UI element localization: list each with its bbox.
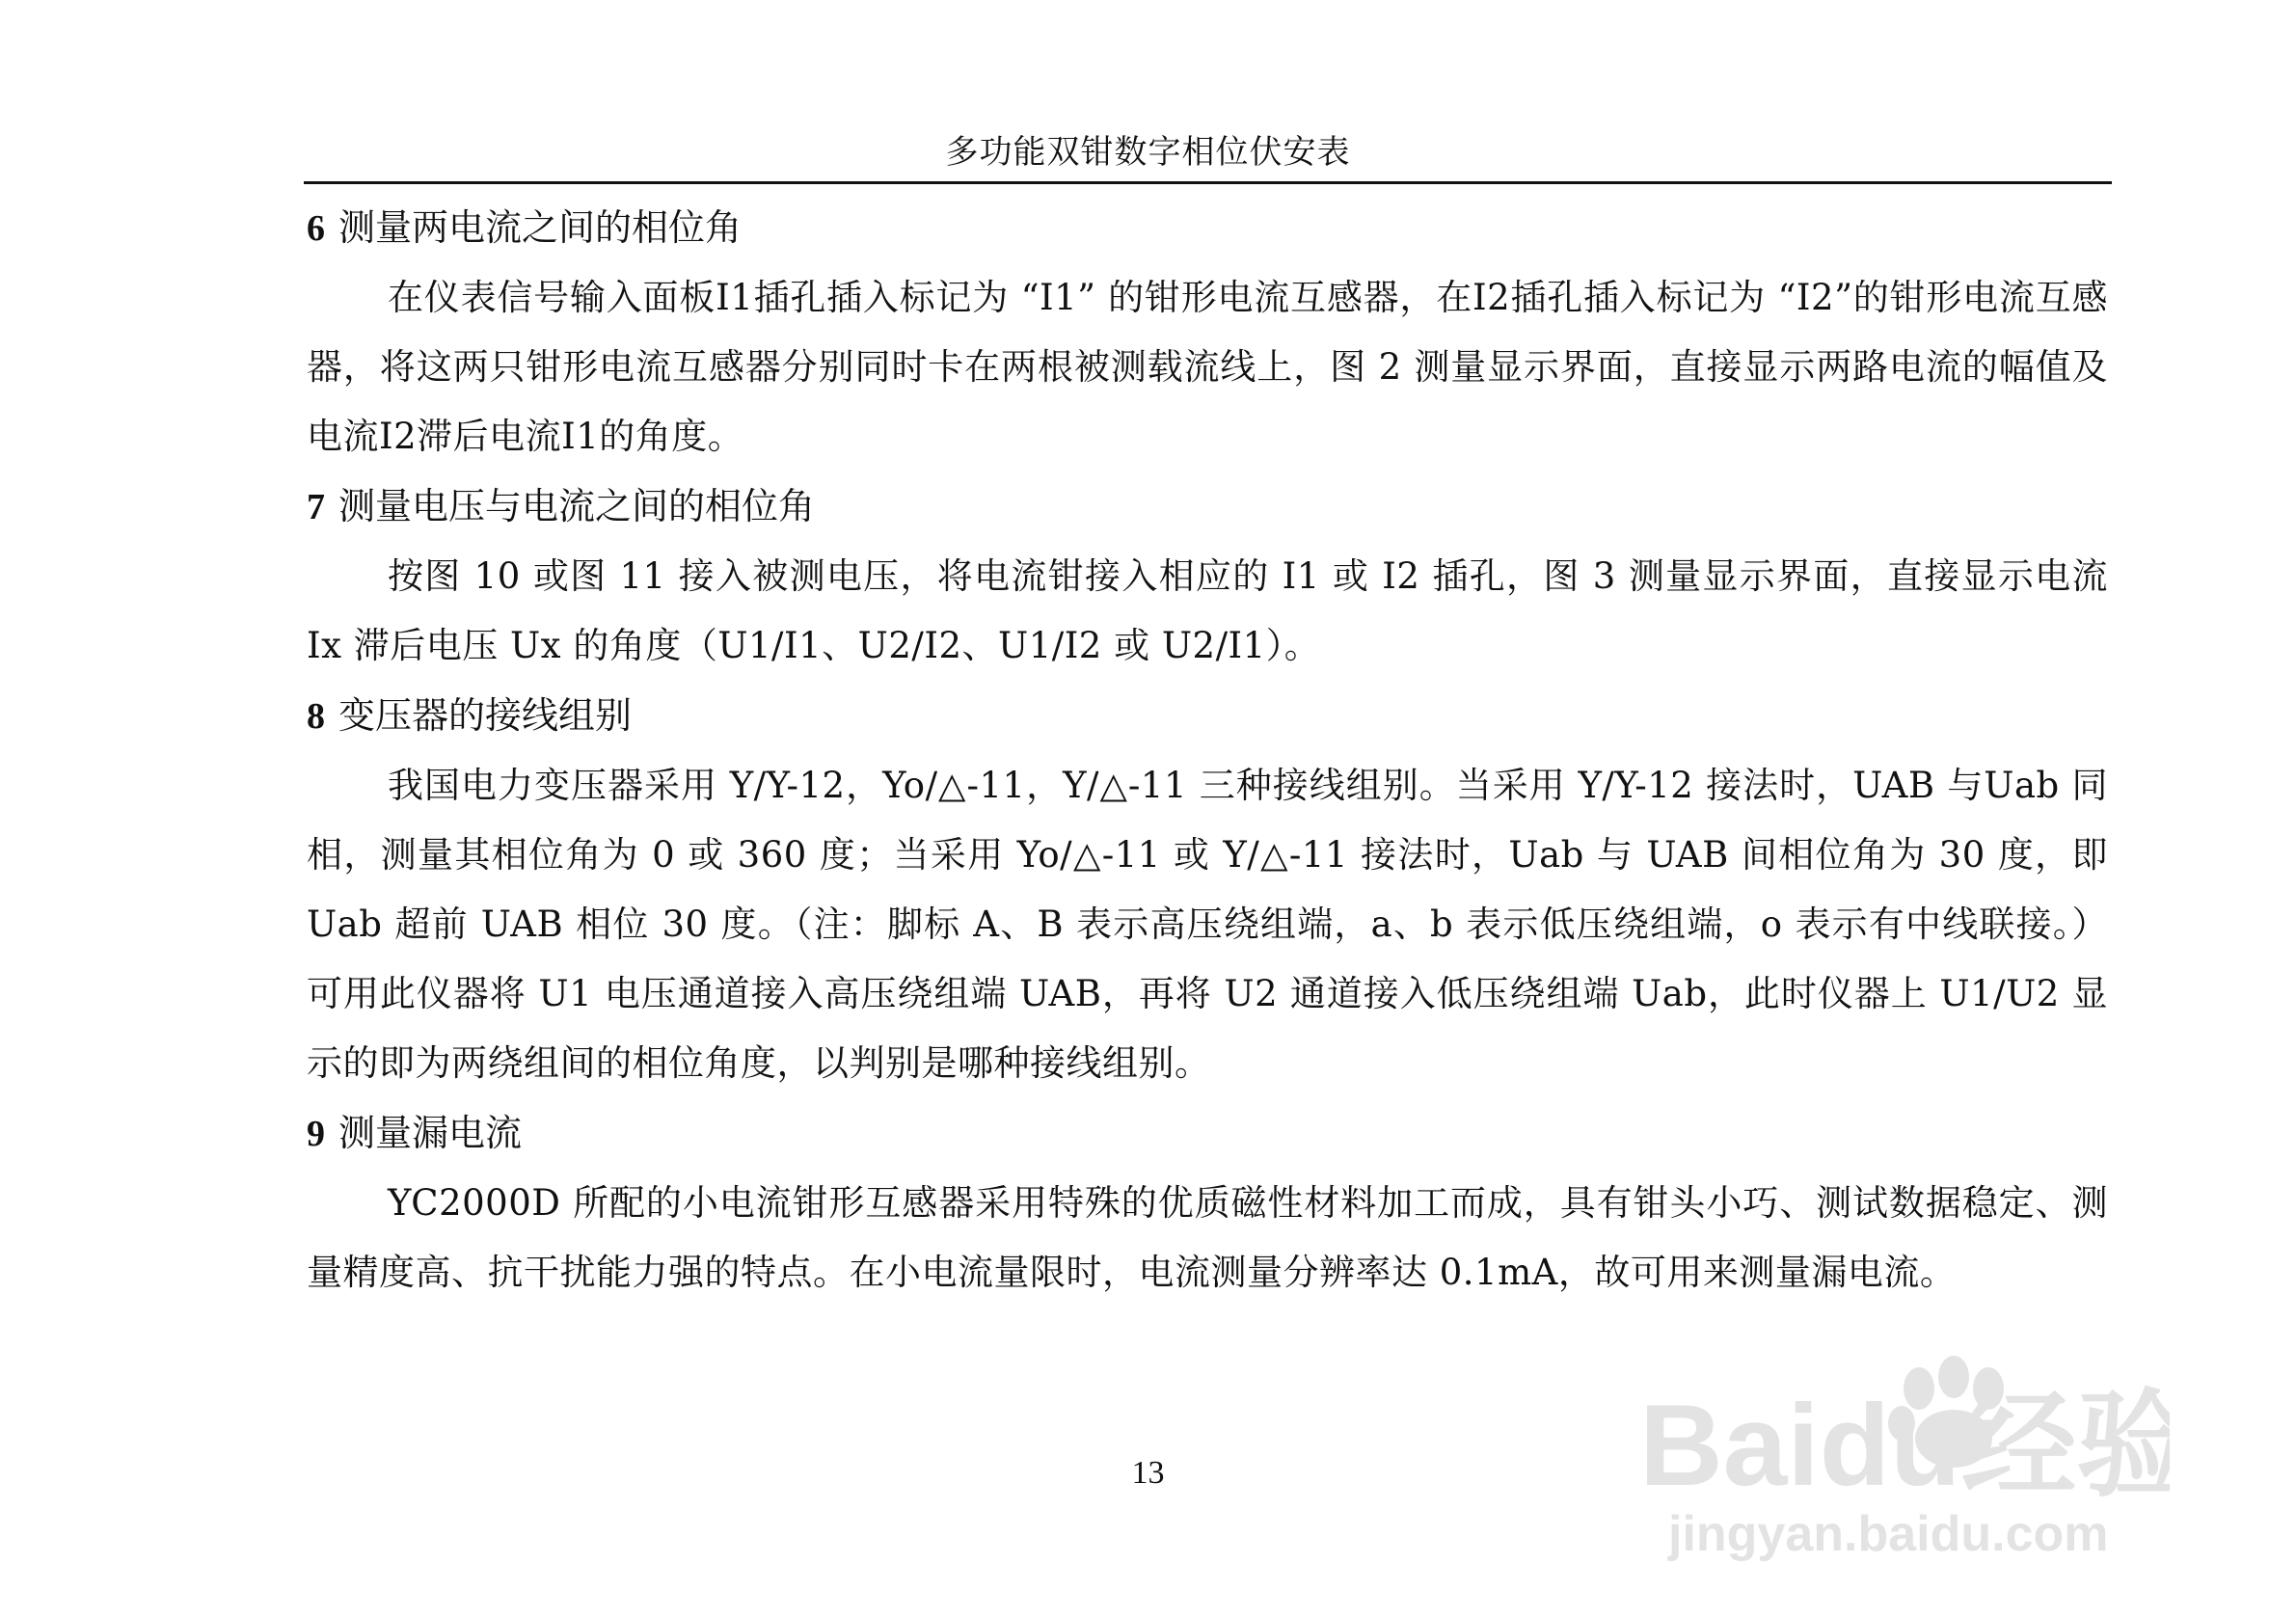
section-title: 测量漏电流 xyxy=(338,1112,523,1154)
paragraph: 我国电力变压器采用 Y/Y-12，Yo/△-11，Y/△-11 三种接线组别。当采用 Y/Y-12 接法时，UAB 与Uab 同相，测量其相位角为 0 或 360 度；当采用 Yo/△-11 或 Y/△-11 接法时，Uab 与 UAB 间相位角为 30 度，即 Uab 超前 UAB 相位 30 度。（注：脚标 A、B 表示高压绕组端，a、b 表示低压绕组端，o 表示有中线联接。）可用此仪器将 U1 电压通道接入高压绕组端 UAB，再将 U2 通道接入低压绕组端 Uab，此时仪器上 U1/U2 显示的即为两绕组间的相位角度，以判别是哪种接线组别。 xyxy=(307,765,2108,1084)
section-number: 9 xyxy=(307,1114,325,1154)
watermark-logo-text: Baidu经验 xyxy=(1639,1381,2170,1510)
section-title: 测量电压与电流之间的相位角 xyxy=(338,485,816,527)
page-number: 13 xyxy=(1131,1455,1165,1491)
section-heading xyxy=(307,472,2108,542)
section-heading xyxy=(307,193,2108,263)
section-number: 8 xyxy=(307,696,325,737)
document-body xyxy=(307,193,2108,1308)
section-heading xyxy=(307,681,2108,751)
section-7 xyxy=(307,472,2108,681)
section-heading xyxy=(307,1098,2108,1169)
header-divider xyxy=(304,181,2112,184)
section-title: 变压器的接线组别 xyxy=(338,694,633,737)
section-6 xyxy=(307,193,2108,472)
page-header-title: 多功能双钳数字相位伏安表 xyxy=(945,133,1351,172)
paragraph: 在仪表信号输入面板I1插孔插入标记为 “I1” 的钳形电流互感器，在I2插孔插入标记为 “I2”的钳形电流互感器，将这两只钳形电流互感器分别同时卡在两根被测载流线上，图 2 测量显示界面，直接显示两路电流的幅值及电流I2滞后电流I1的角度。 xyxy=(307,277,2108,457)
section-9 xyxy=(307,1098,2108,1308)
paragraph: 按图 10 或图 11 接入被测电压，将电流钳接入相应的 I1 或 I2 插孔，图 3 测量显示界面，直接显示电流 Ix 滞后电压 Ux 的角度（U1/I1、U2/I2、U1/I2 或 U2/I1）。 xyxy=(307,555,2108,666)
paw-icon xyxy=(1630,1331,2170,1562)
section-title: 测量两电流之间的相位角 xyxy=(338,206,743,249)
baidu-watermark xyxy=(1630,1331,2170,1562)
section-number: 6 xyxy=(307,208,325,249)
section-8 xyxy=(307,681,2108,1098)
section-number: 7 xyxy=(307,487,325,527)
paragraph: YC2000D 所配的小电流钳形互感器采用特殊的优质磁性材料加工而成，具有钳头小巧、测试数据稳定、测量精度高、抗干扰能力强的特点。在小电流量限时，电流测量分辨率达 0.1mA，故可用来测量漏电流。 xyxy=(307,1182,2108,1293)
watermark-url: jingyan.baidu.com xyxy=(1668,1506,2109,1562)
